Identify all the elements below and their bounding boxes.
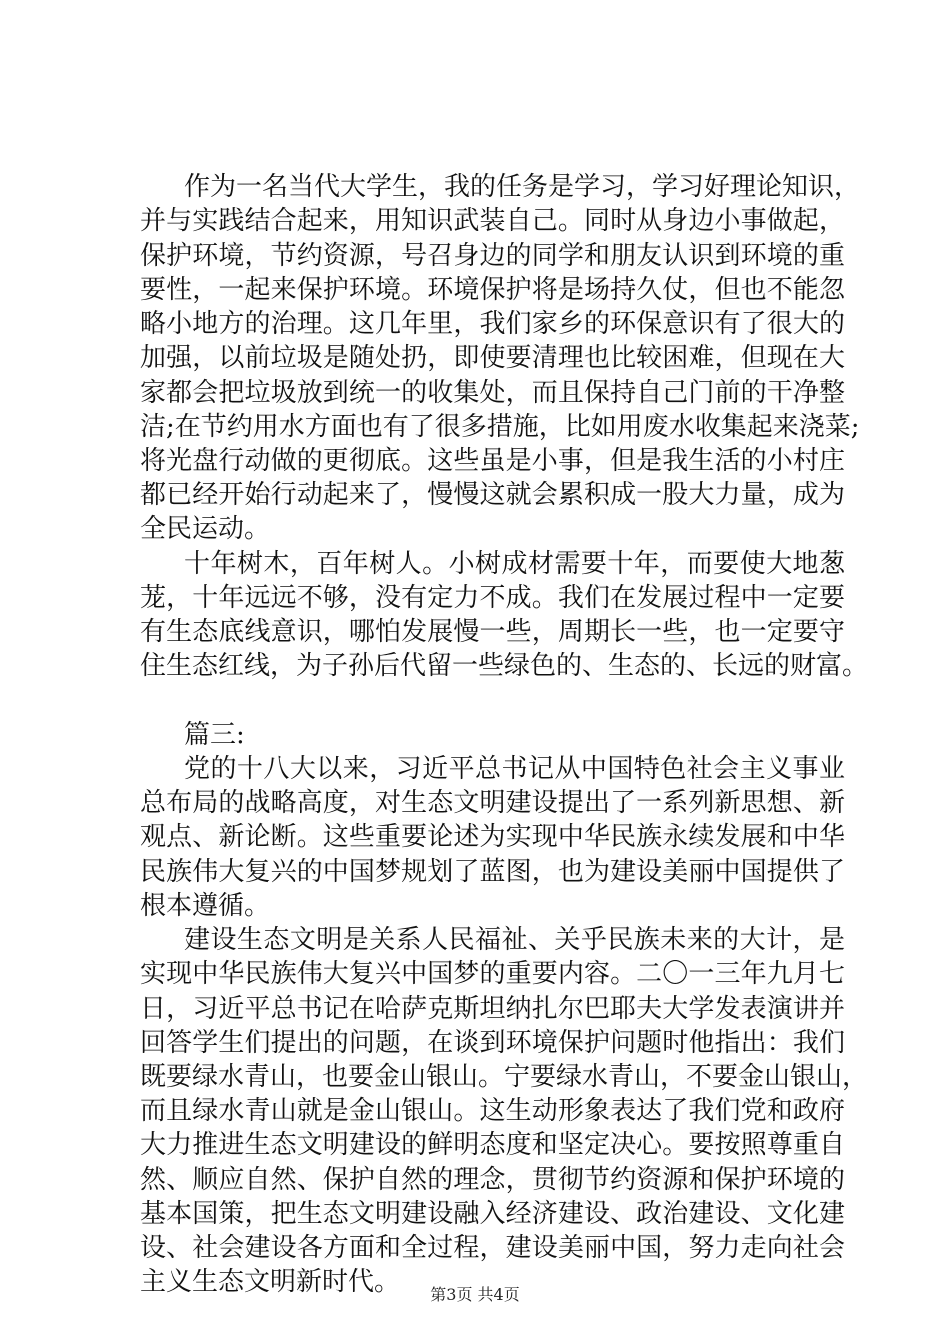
paragraph-line: 民族伟大复兴的中国梦规划了蓝图，也为建设美丽中国提供了 (140, 857, 845, 887)
paragraph-line: 总布局的战略高度，对生态文明建设提出了一系列新思想、新 (140, 788, 845, 818)
paragraph-line: 有生态底线意识，哪怕发展慢一些，周期长一些，也一定要守 (140, 617, 845, 647)
paragraph-line: 党的十八大以来，习近平总书记从中国特色社会主义事业 (184, 754, 845, 784)
paragraph-line: 住生态红线，为子孙后代留一些绿色的、生态的、长远的财富。 (140, 651, 869, 681)
paragraph-line: 洁;在节约用水方面也有了很多措施，比如用废水收集起来浇菜; (140, 412, 860, 442)
paragraph-line: 既要绿水青山，也要金山银山。宁要绿水青山，不要金山银山， (140, 1062, 869, 1092)
paragraph-line: 家都会把垃圾放到统一的收集处，而且保持自己门前的干净整 (140, 378, 845, 408)
paragraph-line: 设、社会建设各方面和全过程，建设美丽中国，努力走向社会 (140, 1233, 845, 1263)
paragraph-line: 日，习近平总书记在哈萨克斯坦纳扎尔巴耶夫大学发表演讲并 (140, 994, 845, 1024)
paragraph-line: 然、顺应自然、保护自然的理念，贯彻节约资源和保护环境的 (140, 1165, 845, 1195)
paragraph-line: 根本遵循。 (140, 891, 271, 921)
page-number-footer: 第3页 共4页 (430, 1285, 520, 1304)
paragraph-line: 实现中华民族伟大复兴中国梦的重要内容。二〇一三年九月七 (140, 959, 845, 989)
paragraph-line: 保护环境，节约资源，号召身边的同学和朋友认识到环境的重 (140, 241, 845, 271)
paragraph-line: 将光盘行动做的更彻底。这些虽是小事，但是我生活的小村庄 (140, 446, 845, 476)
paragraph-line: 加强，以前垃圾是随处扔，即使要清理也比较困难，但现在大 (140, 343, 845, 373)
paragraph-line: 并与实践结合起来，用知识武装自己。同时从身边小事做起， (140, 206, 845, 236)
paragraph-line: 略小地方的治理。这几年里，我们家乡的环保意识有了很大的 (140, 309, 845, 339)
paragraph-line: 作为一名当代大学生，我的任务是学习，学习好理论知识， (184, 172, 861, 202)
paragraph-line: 主义生态文明新时代。 (140, 1267, 401, 1297)
paragraph-line: 回答学生们提出的问题，在谈到环境保护问题时他指出：我们 (140, 1028, 845, 1058)
section-heading: 篇三: (184, 720, 245, 750)
paragraph-line: 十年树木，百年树人。小树成材需要十年，而要使大地葱 (184, 549, 845, 579)
paragraph-line: 大力推进生态文明建设的鲜明态度和坚定决心。要按照尊重自 (140, 1130, 845, 1160)
paragraph-line: 基本国策，把生态文明建设融入经济建设、政治建设、文化建 (140, 1199, 845, 1229)
paragraph-line: 建设生态文明是关系人民福祉、关乎民族未来的大计，是 (184, 925, 845, 955)
paragraph-line: 观点、新论断。这些重要论述为实现中华民族永续发展和中华 (140, 822, 845, 852)
paragraph-line: 都已经开始行动起来了，慢慢这就会累积成一股大力量，成为 (140, 480, 845, 510)
paragraph-line: 茏，十年远远不够，没有定力不成。我们在发展过程中一定要 (140, 583, 845, 613)
paragraph-line: 而且绿水青山就是金山银山。这生动形象表达了我们党和政府 (140, 1096, 845, 1126)
paragraph-line: 全民运动。 (140, 514, 271, 544)
paragraph-line: 要性，一起来保护环境。环境保护将是场持久仗，但也不能忽 (140, 275, 845, 305)
